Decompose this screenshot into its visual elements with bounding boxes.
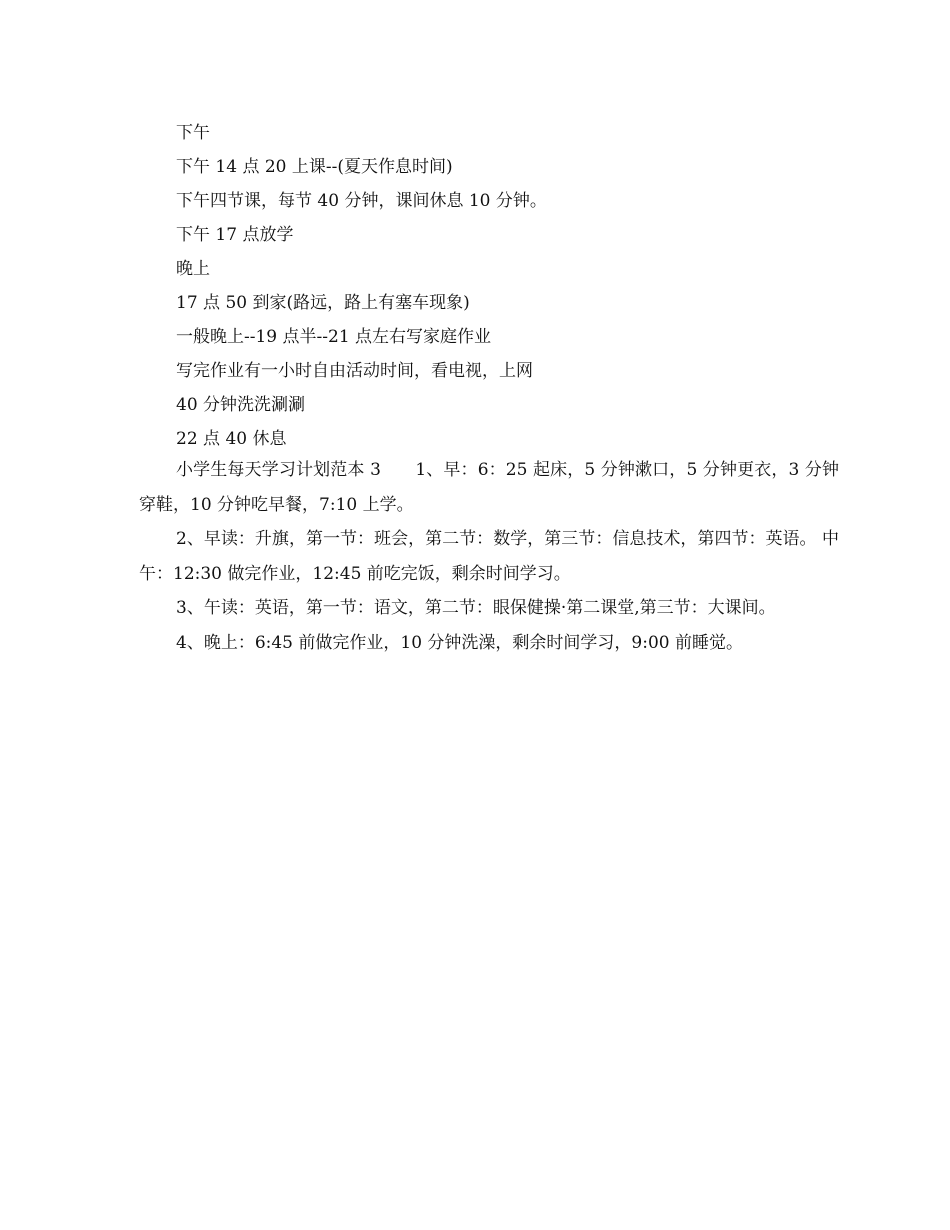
plan-paragraph: 4、晚上：6:45 前做完作业，10 分钟洗澡，剩余时间学习，9:00 前睡觉。 [176,632,744,653]
schedule-line: 40 分钟洗洗涮涮 [176,395,306,415]
plan-paragraph: 3、午读：英语，第一节：语文，第二节：眼保健操·第二课堂,第三节：大课间。 [176,598,776,618]
schedule-line: 下午 [176,123,210,143]
schedule-line: 22 点 40 休息 [176,429,287,449]
plan-paragraphs [139,453,839,660]
schedule-line: 下午四节课，每节 40 分钟，课间休息 10 分钟。 [176,191,547,211]
schedule-line: 下午 14 点 20 上课--(夏天作息时间) [176,157,453,177]
plan-paragraph: 2、早读：升旗，第一节：班会，第二节：数学，第三节：信息技术，第四节：英语。 中午：12:30 做完作业，12:45 前吃完饭，剩余时间学习。 [139,529,839,584]
schedule-line: 晚上 [176,259,210,279]
schedule-line: 17 点 50 到家(路远，路上有塞车现象) [176,293,470,313]
schedule-list [176,116,836,456]
schedule-line: 一般晚上--19 点半--21 点左右写家庭作业 [176,327,492,347]
schedule-line: 写完作业有一小时自由活动时间，看电视，上网 [176,361,533,381]
schedule-line: 下午 17 点放学 [176,225,294,245]
plan-paragraph: 小学生每天学习计划范本 3 1、早：6：25 起床，5 分钟漱口，5 分钟更衣，3 分钟穿鞋，10 分钟吃早餐，7:10 上学。 [139,460,839,515]
